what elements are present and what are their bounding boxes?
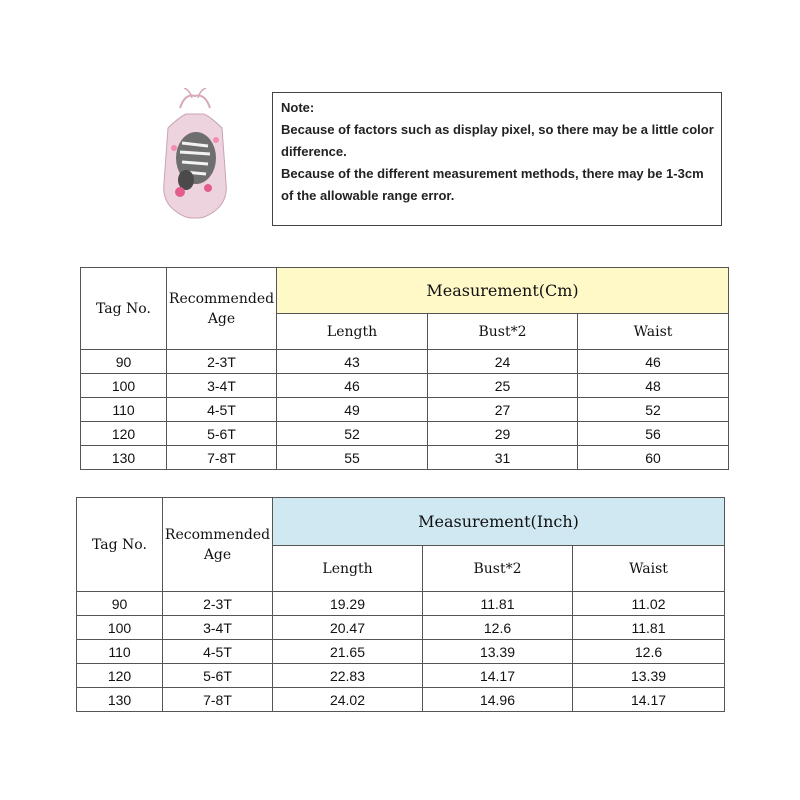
tag-no-header: Tag No. bbox=[77, 498, 163, 592]
cell-bust: 14.17 bbox=[423, 664, 573, 688]
cell-age: 5-6T bbox=[167, 422, 277, 446]
note-title: Note: bbox=[281, 100, 315, 115]
cell-tag: 110 bbox=[77, 640, 163, 664]
table-row bbox=[77, 640, 725, 664]
cell-age: 2-3T bbox=[163, 592, 273, 616]
cell-length: 52 bbox=[277, 422, 428, 446]
cell-age: 4-5T bbox=[163, 640, 273, 664]
cell-age: 4-5T bbox=[167, 398, 277, 422]
cell-tag: 120 bbox=[81, 422, 167, 446]
cell-length: 21.65 bbox=[273, 640, 423, 664]
cell-bust: 13.39 bbox=[423, 640, 573, 664]
measurement-cm-header: Measurement(Cm) bbox=[277, 268, 729, 314]
cell-waist: 46 bbox=[578, 350, 729, 374]
cell-waist: 60 bbox=[578, 446, 729, 470]
cell-bust: 29 bbox=[428, 422, 578, 446]
cell-age: 7-8T bbox=[167, 446, 277, 470]
table-row bbox=[77, 616, 725, 640]
col-waist-header: Waist bbox=[573, 546, 725, 592]
cell-tag: 130 bbox=[77, 688, 163, 712]
cell-age: 3-4T bbox=[167, 374, 277, 398]
col-bust-header: Bust*2 bbox=[428, 314, 578, 350]
col-waist-header: Waist bbox=[578, 314, 729, 350]
cell-length: 46 bbox=[277, 374, 428, 398]
product-swimsuit-image bbox=[150, 88, 240, 238]
note-line-1: Because of factors such as display pixel, so there may be a little color difference. bbox=[281, 122, 714, 159]
cell-bust: 25 bbox=[428, 374, 578, 398]
age-header-line-1: Recommended bbox=[164, 526, 271, 543]
cell-bust: 11.81 bbox=[423, 592, 573, 616]
cell-length: 49 bbox=[277, 398, 428, 422]
cell-age: 5-6T bbox=[163, 664, 273, 688]
cell-tag: 130 bbox=[81, 446, 167, 470]
measurement-inch-header: Measurement(Inch) bbox=[273, 498, 725, 546]
cell-length: 19.29 bbox=[273, 592, 423, 616]
cell-waist: 11.81 bbox=[573, 616, 725, 640]
cell-tag: 90 bbox=[81, 350, 167, 374]
cell-waist: 56 bbox=[578, 422, 729, 446]
age-header-line-2: Age bbox=[203, 546, 232, 563]
cell-age: 3-4T bbox=[163, 616, 273, 640]
cell-waist: 12.6 bbox=[573, 640, 725, 664]
note-line-2: Because of the different measurement methods, there may be 1-3cm of the allowable range error. bbox=[281, 166, 704, 203]
cell-waist: 14.17 bbox=[573, 688, 725, 712]
col-length-header: Length bbox=[273, 546, 423, 592]
cell-bust: 24 bbox=[428, 350, 578, 374]
recommended-age-header bbox=[167, 268, 277, 350]
table-row bbox=[81, 374, 729, 398]
table-row bbox=[77, 664, 725, 688]
cell-age: 2-3T bbox=[167, 350, 277, 374]
col-length-header: Length bbox=[277, 314, 428, 350]
table-row bbox=[81, 398, 729, 422]
cell-length: 55 bbox=[277, 446, 428, 470]
cell-age: 7-8T bbox=[163, 688, 273, 712]
cell-length: 20.47 bbox=[273, 616, 423, 640]
size-table-inch bbox=[76, 497, 725, 712]
table-row bbox=[77, 688, 725, 712]
cell-tag: 120 bbox=[77, 664, 163, 688]
cell-waist: 13.39 bbox=[573, 664, 725, 688]
table-row bbox=[77, 592, 725, 616]
cell-length: 43 bbox=[277, 350, 428, 374]
cell-tag: 90 bbox=[77, 592, 163, 616]
cell-waist: 48 bbox=[578, 374, 729, 398]
cell-waist: 11.02 bbox=[573, 592, 725, 616]
table-row bbox=[81, 446, 729, 470]
cell-length: 22.83 bbox=[273, 664, 423, 688]
col-bust-header: Bust*2 bbox=[423, 546, 573, 592]
recommended-age-header bbox=[163, 498, 273, 592]
age-header-line-2: Age bbox=[207, 310, 236, 327]
cell-tag: 110 bbox=[81, 398, 167, 422]
cell-bust: 12.6 bbox=[423, 616, 573, 640]
cell-tag: 100 bbox=[77, 616, 163, 640]
table-row bbox=[81, 350, 729, 374]
tag-no-header: Tag No. bbox=[81, 268, 167, 350]
cell-bust: 14.96 bbox=[423, 688, 573, 712]
age-header-line-1: Recommended bbox=[168, 290, 275, 307]
cell-tag: 100 bbox=[81, 374, 167, 398]
table-row bbox=[81, 422, 729, 446]
cell-bust: 27 bbox=[428, 398, 578, 422]
cell-length: 24.02 bbox=[273, 688, 423, 712]
note-box bbox=[272, 92, 722, 226]
size-table-cm bbox=[80, 267, 729, 470]
cell-bust: 31 bbox=[428, 446, 578, 470]
cell-waist: 52 bbox=[578, 398, 729, 422]
